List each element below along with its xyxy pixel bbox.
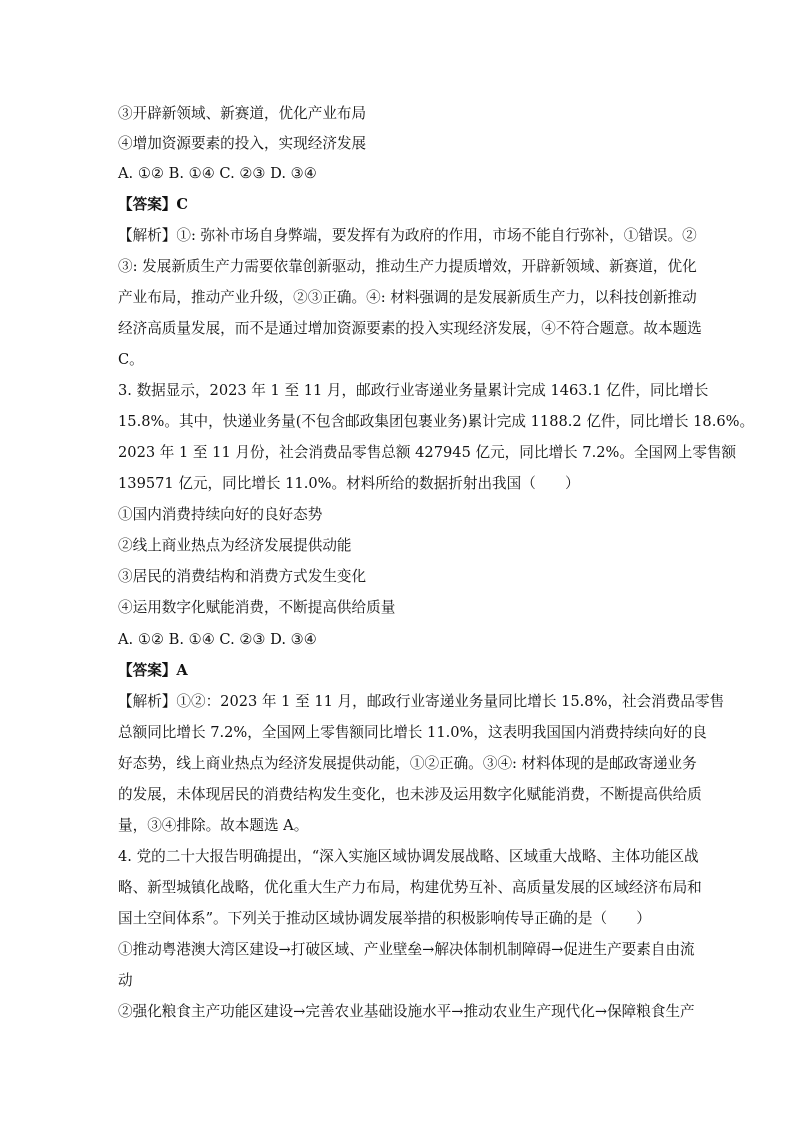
q3-option: ①国内消费持续向好的良好态势 [118, 506, 323, 523]
q3-option: ②线上商业热点为经济发展提供动能 [118, 537, 352, 554]
q3-analysis-line: 量，③④排除。故本题选 A。 [118, 817, 309, 834]
q2-answer: 【答案】C [118, 196, 188, 213]
q2-choices: A. ①② B. ①④ C. ②③ D. ③④ [118, 165, 317, 182]
q4-option: ②强化粮食主产功能区建设→完善农业基础设施水平→推动农业生产现代化→保障粮食生产 [118, 1003, 695, 1020]
q3-stem-line: 3. 数据显示，2023 年 1 至 11 月，邮政行业寄递业务量累计完成 1463.1 亿件，同比增长 [118, 382, 709, 399]
q3-stem-line: 139571 亿元，同比增长 11.0%。材料所给的数据折射出我国（ ） [118, 475, 580, 492]
q4-option: ①推动粤港澳大湾区建设→打破区域、产业壁垒→解决体制机制障碍→促进生产要素自由流 [118, 941, 695, 958]
q3-stem-line: 15.8%。其中，快递业务量(不包含邮政集团包裹业务)累计完成 1188.2 亿件，同比增长 18.6%。 [118, 413, 755, 430]
q4-stem-line: 4. 党的二十大报告明确提出，“深入实施区域协调发展战略、区域重大战略、主体功能区战 [118, 848, 699, 865]
q2-analysis-line: 产业布局，推动产业升级，②③正确。④: 材料强调的是发展新质生产力，以科技创新推动 [118, 289, 697, 306]
q3-answer: 【答案】A [118, 662, 188, 679]
q2-analysis-line: 经济高质量发展，而不是通过增加资源要素的投入实现经济发展，④不符合题意。故本题选 [118, 320, 702, 337]
q2-analysis-line: ③: 发展新质生产力需要依靠创新驱动，推动生产力提质增效，开辟新领域、新赛道，优化 [118, 258, 697, 275]
q3-choices: A. ①② B. ①④ C. ②③ D. ③④ [118, 631, 317, 648]
q3-option: ③居民的消费结构和消费方式发生变化 [118, 568, 367, 585]
q3-analysis-line: 总额同比增长 7.2%，全国网上零售额同比增长 11.0%，这表明我国国内消费持续向好的良 [118, 724, 707, 741]
q4-stem-line: 国土空间体系”。下列关于推动区域协调发展举措的积极影响传导正确的是（ ） [118, 910, 651, 927]
q2-option-4: ④增加资源要素的投入，实现经济发展 [118, 135, 367, 152]
q4-stem-line: 略、新型城镇化战略，优化重大生产力布局，构建优势互补、高质量发展的区域经济布局和 [118, 879, 702, 896]
q3-analysis-line: 【解析】①②：2023 年 1 至 11 月，邮政行业寄递业务量同比增长 15.8%，社会消费品零售 [118, 693, 725, 710]
q3-stem-line: 2023 年 1 至 11 月份，社会消费品零售总额 427945 亿元，同比增长 7.2%。全国网上零售额 [118, 444, 737, 461]
q2-analysis-line: 【解析】①: 弥补市场自身弊端，要发挥有为政府的作用，市场不能自行弥补，①错误。② [118, 227, 697, 244]
q3-analysis-line: 的发展，未体现居民的消费结构发生变化，也未涉及运用数字化赋能消费，不断提高供给质 [118, 786, 702, 803]
q3-option: ④运用数字化赋能消费，不断提高供给质量 [118, 599, 396, 616]
q3-analysis-line: 好态势，线上商业热点为经济发展提供动能，①②正确。③④: 材料体现的是邮政寄递业务 [118, 755, 697, 772]
q2-option-3: ③开辟新领域、新赛道，优化产业布局 [118, 105, 367, 122]
q4-option-continued: 动 [118, 972, 133, 989]
q2-analysis-line: C。 [118, 351, 144, 368]
